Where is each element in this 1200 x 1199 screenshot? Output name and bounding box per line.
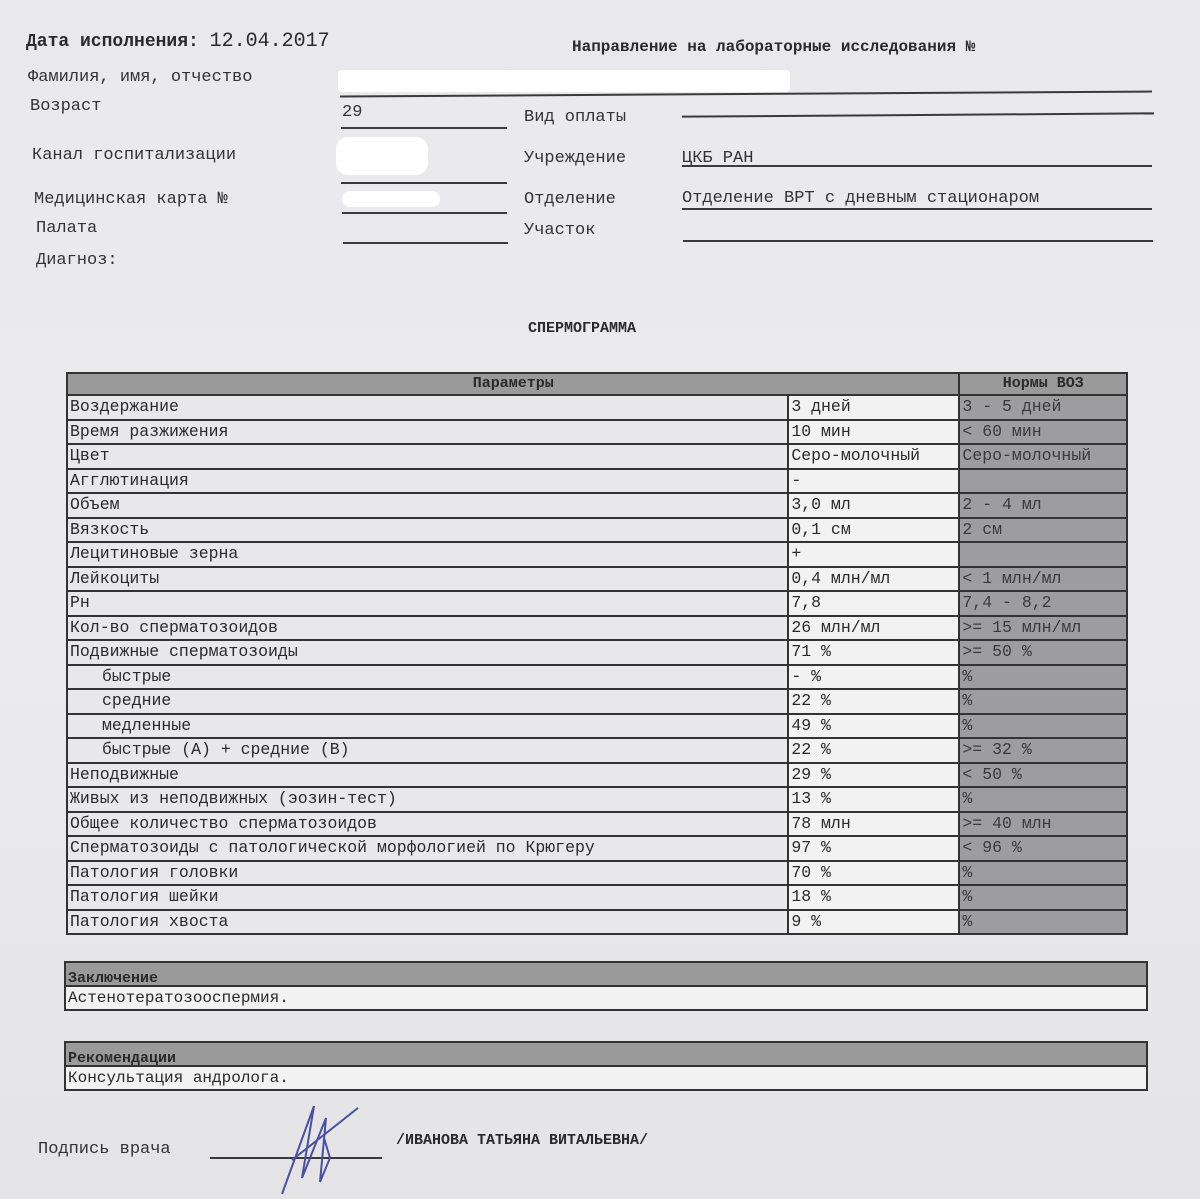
diagnosis-label: Диагноз: (36, 251, 118, 270)
norm-cell: 7,4 - 8,2 (959, 591, 1127, 616)
result-cell: 78 млн (788, 812, 959, 837)
table-row (67, 444, 1127, 469)
result-cell: 70 % (788, 861, 959, 886)
table-row (67, 395, 1127, 420)
table-row (67, 861, 1127, 886)
channel-underline (341, 182, 507, 184)
parameter-cell: Живых из неподвижных (эозин-тест) (67, 787, 788, 812)
conclusion-text: Астенотератозооспермия. (66, 987, 1146, 1009)
table-row (67, 689, 1127, 714)
signature-scribble (262, 1098, 382, 1198)
spermogram-table (66, 372, 1128, 935)
table-row (67, 787, 1127, 812)
institution-value: ЦКБ РАН (682, 149, 754, 168)
result-cell: - (788, 469, 959, 494)
result-cell: 22 % (788, 738, 959, 763)
table-row (67, 567, 1127, 592)
table-row (67, 885, 1127, 910)
age-value: 29 (342, 103, 363, 122)
channel-label: Канал госпитализации (32, 146, 237, 165)
table-row (67, 591, 1127, 616)
params-header: Параметры (67, 373, 959, 395)
recommendations-text: Консультация андролога. (66, 1067, 1146, 1089)
table-header-row (67, 373, 1127, 395)
result-cell: 3 дней (788, 395, 959, 420)
redacted-channel (336, 137, 428, 175)
section-underline (683, 240, 1153, 242)
institution-label: Учреждение (524, 149, 627, 168)
table-row (67, 665, 1127, 690)
date-value: 12.04.2017 (209, 30, 330, 53)
medical-card-label: Медицинская карта № (34, 190, 228, 209)
section-title: СПЕРМОГРАММА (528, 320, 637, 337)
norm-cell: % (959, 787, 1127, 812)
ward-label: Палата (36, 219, 98, 238)
result-cell: + (788, 542, 959, 567)
parameter-cell: Патология хвоста (67, 910, 788, 935)
parameter-cell: Сперматозоиды с патологической морфологией по Крюгеру (67, 836, 788, 861)
norm-cell: >= 40 млн (959, 812, 1127, 837)
execution-date (26, 30, 330, 53)
recommendations-box (64, 1041, 1148, 1091)
age-underline (341, 127, 507, 129)
norm-cell: >= 50 % (959, 640, 1127, 665)
table-row (67, 518, 1127, 543)
result-cell: 0,4 млн/мл (788, 567, 959, 592)
table-row (67, 493, 1127, 518)
conclusion-label: Заключение (66, 963, 1146, 987)
norm-cell: >= 15 млн/мл (959, 616, 1127, 641)
parameter-cell: средние (67, 689, 788, 714)
result-cell: 18 % (788, 885, 959, 910)
redacted-name (338, 70, 790, 92)
institution-underline (682, 165, 1152, 167)
norm-cell: 2 см (959, 518, 1127, 543)
table-row (67, 763, 1127, 788)
date-label: Дата исполнения: (26, 32, 199, 52)
table-row (67, 738, 1127, 763)
norm-cell: % (959, 714, 1127, 739)
parameter-cell: Кол-во сперматозоидов (67, 616, 788, 641)
parameter-cell: быстрые (А) + средние (В) (67, 738, 788, 763)
parameter-cell: Лейкоциты (67, 567, 788, 592)
payment-underline (682, 112, 1154, 117)
norm-cell: Серо-молочный (959, 444, 1127, 469)
section-label: Участок (524, 221, 596, 240)
card-underline (342, 212, 507, 214)
norm-cell: < 1 млн/мл (959, 567, 1127, 592)
parameter-cell: Объем (67, 493, 788, 518)
table-row (67, 469, 1127, 494)
ward-underline (343, 242, 508, 244)
result-cell: 29 % (788, 763, 959, 788)
result-cell: 26 млн/мл (788, 616, 959, 641)
department-underline (682, 208, 1152, 210)
table-row (67, 812, 1127, 837)
result-cell: 10 мин (788, 420, 959, 445)
doctor-name: /ИВАНОВА ТАТЬЯНА ВИТАЛЬЕВНА/ (396, 1132, 649, 1149)
payment-label: Вид оплаты (524, 108, 627, 127)
result-cell: 3,0 мл (788, 493, 959, 518)
parameter-cell: Неподвижные (67, 763, 788, 788)
name-label: Фамилия, имя, отчество (28, 68, 253, 87)
table-row (67, 420, 1127, 445)
result-cell: - % (788, 665, 959, 690)
result-cell: 9 % (788, 910, 959, 935)
parameter-cell: Вязкость (67, 518, 788, 543)
norm-cell: % (959, 885, 1127, 910)
parameter-cell: Цвет (67, 444, 788, 469)
department-label: Отделение (524, 190, 616, 209)
table-row (67, 616, 1127, 641)
recommendations-label: Рекомендации (66, 1043, 1146, 1067)
parameter-cell: Подвижные сперматозоиды (67, 640, 788, 665)
document-title: Направление на лабораторные исследования № (572, 38, 976, 56)
parameter-cell: медленные (67, 714, 788, 739)
norm-cell: < 60 мин (959, 420, 1127, 445)
redacted-card (342, 191, 440, 207)
table-row (67, 910, 1127, 935)
norm-cell: < 50 % (959, 763, 1127, 788)
department-value: Отделение ВРТ с дневным стационаром (682, 189, 1040, 208)
result-cell: 49 % (788, 714, 959, 739)
norm-cell (959, 542, 1127, 567)
result-cell: 22 % (788, 689, 959, 714)
norm-cell (959, 469, 1127, 494)
result-cell: Серо-молочный (788, 444, 959, 469)
norm-cell: % (959, 665, 1127, 690)
table-row (67, 640, 1127, 665)
result-cell: 97 % (788, 836, 959, 861)
conclusion-box (64, 961, 1148, 1011)
norm-cell: 2 - 4 мл (959, 493, 1127, 518)
result-cell: 71 % (788, 640, 959, 665)
norm-cell: % (959, 861, 1127, 886)
table-row (67, 836, 1127, 861)
parameter-cell: Агглютинация (67, 469, 788, 494)
parameter-cell: Время разжижения (67, 420, 788, 445)
norm-cell: >= 32 % (959, 738, 1127, 763)
table-row (67, 542, 1127, 567)
parameter-cell: Общее количество сперматозоидов (67, 812, 788, 837)
result-cell: 0,1 см (788, 518, 959, 543)
age-label: Возраст (30, 97, 102, 116)
signature-label: Подпись врача (38, 1140, 171, 1159)
norm-cell: 3 - 5 дней (959, 395, 1127, 420)
result-cell: 7,8 (788, 591, 959, 616)
parameter-cell: Рн (67, 591, 788, 616)
parameter-cell: быстрые (67, 665, 788, 690)
norm-cell: % (959, 910, 1127, 935)
norm-cell: < 96 % (959, 836, 1127, 861)
result-cell: 13 % (788, 787, 959, 812)
parameter-cell: Воздержание (67, 395, 788, 420)
norm-cell: % (959, 689, 1127, 714)
norms-header: Нормы ВОЗ (959, 373, 1127, 395)
parameter-cell: Патология шейки (67, 885, 788, 910)
parameter-cell: Патология головки (67, 861, 788, 886)
table-row (67, 714, 1127, 739)
parameter-cell: Лецитиновые зерна (67, 542, 788, 567)
